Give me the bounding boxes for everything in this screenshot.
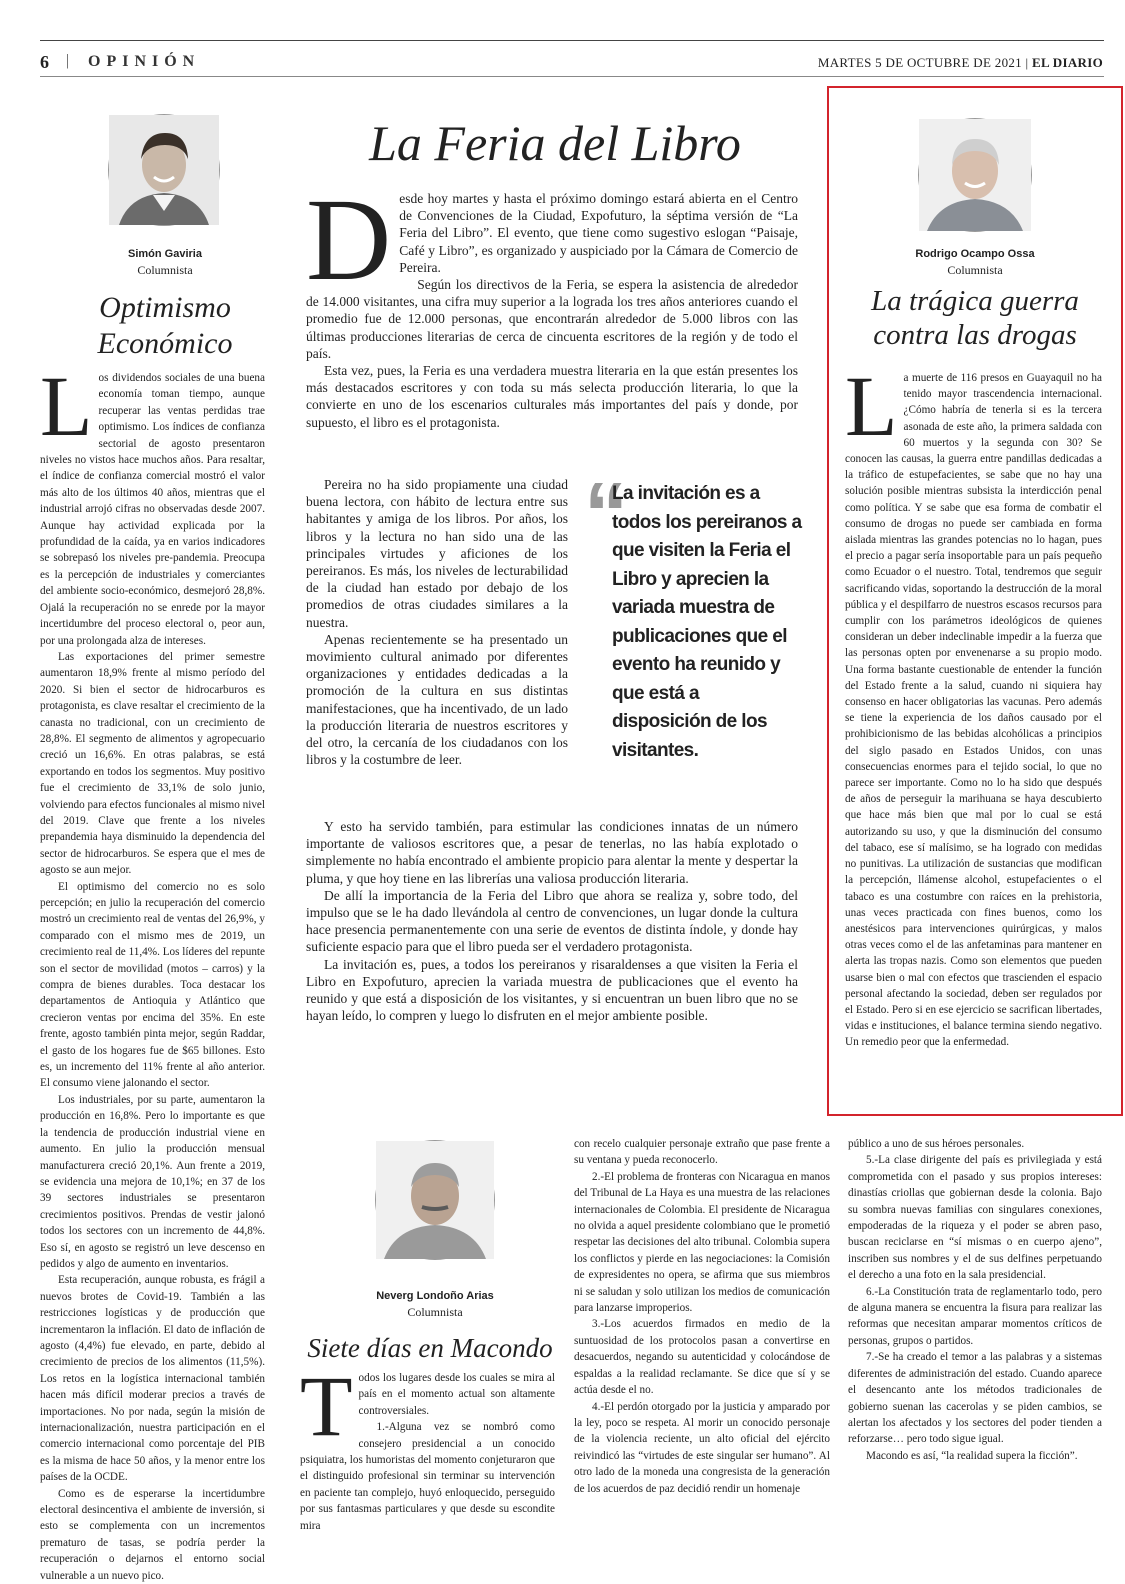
header-rule-bottom (40, 76, 1104, 77)
editorial-bottom (306, 818, 798, 1128)
author-role-left: Columnista (137, 263, 193, 277)
paragraph: Las exportaciones del primer semestre aumentaron 18,9% frente al mismo período del 2020. Si bien el sector de hidrocarburos es protagonista, es clave resaltar el crecimiento de la canasta no tradicional, con un crecimiento de 28,8%. El segmento de alimentos y agropecuario creció un 16,6%. En otras palabras, se está exportando en todos los segmentos. Muy positivo fue el crecimiento de 33,1% de solo junio, volviendo para efectos funcionales al mismo nivel del 2019. Clave que frente a los niveles prepandemia haya disminuido la dependencia del sector de hidrocarburos. Se espera que el mes de agosto se aun mejor. (40, 650, 265, 877)
header-date (818, 55, 1103, 71)
paragraph: Según los directivos de la Feria, se espera la asistencia de alrededor de 14.000 visitantes, una cifra muy superior a la lograda los tres años anteriores cuando el promedio fue de 12.000 personas, que encontrarán alrededor de 5.000 libros con las últimas producciones literarias de cerca de cincuenta escritores de la región y de todo el país. (306, 277, 798, 361)
paragraph: Esta vez, pues, la Feria es una verdadera muestra literaria en la que están presentes los más destacados escritores y con toda su más selecta producción literaria, lo que la convierte en uno de los escenarios culturales más importantes del país y donde, por supuesto, el libro es el protagonista. (306, 363, 798, 430)
paragraph: El optimismo del comercio no es solo percepción; en julio la recuperación del comercio mostró un crecimiento real de ventas del 26,9%, y comparado con el mismo mes de 2019, un crecimiento real de 11,4%. Los líderes del repunte son el sector de movilidad (motos – carros) y la compra de bienes durables. Toca destacar los departamentos de Antioquia y Atlántico que crecieron ventas por encima del 35%. En este frente, agosto también pinta mejor, según Raddar, el gasto de los hogares fue de $65 billones. Esto es, un incremento del 11% frente al año anterior. El consumo viene jalonando el sector. (40, 880, 265, 1090)
paragraph: público a uno de sus héroes personales. (848, 1138, 1025, 1150)
header-separator: | (66, 52, 70, 69)
paragraph: Pereira no ha sido propiamente una ciudad buena lectora, con hábito de lectura entre sus habitantes y amiga de los libros. Por años, los libros y la lectura no han sido una de las principales virtudes y aficiones de los pereiranos. Es más, los niveles de lecturabilidad de la ciudad han estado por debajo de los promedios de otras ciudades similares a la nuestra. (306, 477, 568, 630)
column-bottom-2 (574, 1136, 830, 1556)
paragraph: Macondo es así, “la realidad supera la ficción”. (866, 1449, 1078, 1462)
paragraph: a muerte de 116 presos en Guayaquil no ha tenido mayor trascendencia internacional. ¿Cómo habría de tenerla si es la tercera asonada de este año, la primera saldada con 60 muertos y la segunda con 30? Se conocen las causas, la guerra entre pandillas dedicadas a la tráfico de estupefacientes, se sabe que no hay una solución posible mientras subsista la interdicción penal como política. Y se sabe que esa forma de combatir el consumo de drogas no puede ser cambiada en forma aislada mientras las grandes potencias no lo hagan, pues el precio a pagar sería insoportable para un país pequeño como Ecuador o el nuestro. Total, tendremos que seguir sacrificando vidas, soportando la destrucción de la moral pública y el despilfarro de nuestros escasos recursos para cumplir con los parámetros ideológicos de quienes consideran un deber indeclinable impedir a la fuerza que las personas opten por envenenarse a su propio modo. Una forma bastante cuestionable de entender la función del Estado frente a la salud, cuando ni siquiera hay consenso en hacer obligatorias las vacunas. Pero además se tiene la experiencia de los daños causado por el prohibicionismo de las bebidas alcohólicas a principios del siglo pasado en Estados Unidos, con unas consecuencias enormes para el tejido social, lo que no parece ser importante. Como no lo ha sido que después de años de perseguir la marihuana se haya descubierto que hace más bien que mal por lo cual se está autorizando su uso, y que la disminución del consumo del tabaco, ese sí malísimo, se ha logrado con medidas no punitivas. La utilización de sustancias que modifican la percepción, llámense alcohol, estupefacientes o el tabaco es una costumbre con raíces en la prehistoria, unas veces practicada con fines buenos, como los anestésicos para intervenciones quirúrgicas, y malos otras veces como el de las anfetaminas para mantener en alerta las tropas nazis. Como son elementos que pueden usarse bien o mal con efectos que trascienden el espacio personal afectando la sociedad, deben ser regulados por el Estado. Pero si en ese ejercicio se sacrifican libertades, vidas e instituciones, el balance termina siendo negativo. Un remedio peor que la enfermedad. (845, 372, 1102, 1049)
editorial-title: La Feria del Libro (369, 115, 741, 171)
portrait-icon (376, 1141, 494, 1259)
editorial-narrow (306, 476, 568, 818)
headline-right-line1: La trágica guerra (871, 285, 1079, 317)
column-bottom-3 (848, 1136, 1102, 1556)
headline-left-line1: Optimismo (99, 291, 231, 324)
pull-quote-mark: “ (584, 464, 628, 563)
drop-cap-right: L (845, 358, 898, 454)
author-name-left: Simón Gaviria (128, 248, 202, 260)
section-name: OPINIÓN (88, 53, 201, 70)
drop-cap-bottom: T (300, 1358, 353, 1454)
column-left (40, 358, 265, 1582)
paragraph: 4.-El perdón otorgado por la justicia y amparado por la ley, poco se respeta. Al morir un conocido personaje de la violencia reciente, un alto oficial del ejército reivindicó las “virtudes de este singular ser humano”. Al otro lado de la moneda una congresista de la generación de los acuerdos de paz decidió rendir un homenaje (574, 1400, 830, 1495)
paragraph: 7.-Se ha creado el temor a las palabras y a sistemas diferentes de administración del estado. Cuando aparece el desencanto ante los métodos tradicionales de gobierno suenan las cacerolas y se piden cambios, se alertan los afectados y los sectores del poder tienden a reforzarse… pero todo sigue igual. (848, 1351, 1102, 1446)
paragraph: Apenas recientemente se ha presentado un movimiento cultural animado por diferentes organizaciones y entidades dedicadas a la promoción de la cultura en sus distintas manifestaciones, que ha incentivado, de un lado la producción literaria de nuestros escritores y del otro, la cercanía de los ciudadanos con los libros y la costumbre de leer. (306, 631, 568, 768)
author-role-bottom: Columnista (407, 1305, 463, 1319)
paragraph: odos los lugares desde los cuales se mira al país en el momento actual son altamente controversiales. (358, 1372, 555, 1417)
author-role-right: Columnista (947, 263, 1003, 277)
editorial-top (306, 174, 798, 474)
drop-cap-left: L (40, 358, 93, 454)
page-number: 6 (40, 52, 50, 72)
portrait-icon (919, 119, 1031, 231)
paragraph: Los industriales, por su parte, aumentaron la producción en 16,8%. Pero lo importante es que la tendencia de producción industrial viene en aumento. En julio la producción mensual manufacturera creció 20,1%. Aun frente a 2019, se evidencia una mejora de 10,1%; en 37 de los 39 sectores industriales se presentaron crecimientos positivos. Prendas de vestir jalonó todos los sectores con un incremento de 44,8%. Eso sí, en agosto se registró un leve descenso en pedidos y algo de aumento en inventarios. (40, 1093, 265, 1270)
portrait-icon (109, 115, 219, 225)
paragraph: Esta recuperación, aunque robusta, es frágil a nuevos brotes de Covid-19. También a las restricciones logísticas y de producción que incrementaron la inflación. El dato de inflación de agosto (4,4%) fue elevado, en parte, debido al crecimiento de precios de los alimentos (11,5%). Los retos en la logística internacional también hacen más difícil moderar precios a través de importaciones. No por nada, según la misión de internacionalización, nuestra participación en el comercio internacional como porcentaje del PIB es la misma de hace 50 años, y la menor entre los países de la OCDE. (40, 1274, 265, 1484)
headline-bottom: Siete días en Macondo (307, 1333, 553, 1363)
drop-cap-center: D (306, 174, 392, 305)
paragraph: Como es de esperarse la incertidumbre electoral desincentiva el ambiente de inversión, si esto se complementa con un incrementos prematuro de tasas, se podría perder la recuperación o dejarnos el entorno social vulnerable a un nuevo pico. (40, 1487, 265, 1582)
paragraph: con recelo cualquier personaje extraño que pase frente a su ventana y pueda reconocerlo. (574, 1138, 830, 1167)
author-photo-right (918, 118, 1032, 232)
headline-right (840, 284, 1110, 352)
author-photo-bottom (375, 1140, 495, 1260)
date-text: MARTES 5 DE OCTUBRE DE 2021 | (817, 55, 1029, 70)
paper-name: EL DIARIO (1032, 55, 1103, 70)
paragraph: 3.-Los acuerdos firmados en medio de la suntuosidad de los protocolos pasan a convertirse en desacuerdos, negando su autenticidad y colocándose de espaldas a la realidad reclamante. Se dice que sí y se actúa desde el no. (574, 1318, 830, 1397)
headline-left (40, 290, 290, 362)
paragraph: La invitación es, pues, a todos los pereiranos y risaraldenses a que visiten la Feria el Libro en Expofuturo, aprecien la variada muestra de publicaciones que el evento ha reunido y que está a disposición de los visitantes, y si encuentran un buen libro que no se hayan leído, lo compren y luego lo disfruten en el mejor ambiente posible. (306, 956, 798, 1024)
column-bottom-1 (300, 1358, 555, 1556)
author-name-bottom: Neverg Londoño Arias (376, 1290, 494, 1302)
paragraph: 5.-La clase dirigente del país es privilegiada y está comprometida con el pasado y sus propios intereses: dinastías criollas que gobiernan desde la colonia. Bajo su sombra nuevas familias con singulares conexiones, empoderadas de la riqueza y el poder se abren paso, buscan reciclarse en “sí mismas o en cuerpo ajeno”, inscriben sus nombres y el de sus delfines perpetuando el derecho a una foto en la sala presidencial. (848, 1154, 1102, 1282)
headline-left-line2: Económico (97, 327, 233, 360)
header-rule-top (40, 40, 1104, 41)
paragraph: 2.-El problema de fronteras con Nicaragua en manos del Tribunal de La Haya es una muestra de las relaciones internacionales de Colombia. El presidente de Nicaragua no olvida a aquel presidente colombiano que le prometió respetar las decisiones del alto tribunal. Colombia supera los conflictos y pierde en las negociaciones: la Comisión de expresidentes no opera, se afirma que sus miembros ni se saludan y solo utilizan los medios de comunicación para lanzarse improperios. (574, 1170, 830, 1315)
pull-quote: La invitación es a todos los pereiranos a que visiten la Feria el Libro y aprecien la variada muestra de publicaciones que el evento ha reunido y que está a disposición de los visitantes. (612, 483, 802, 761)
paragraph: Y esto ha servido también, para estimular las condiciones innatas de un número importante de valiosos escritores que, a pesar de tenerlas, no las había explotado o simplemente no había encontrado el ambiente propicio para alentar la mente y despertar la pluma, y que hoy tiene en las librerías una valiosa producción literaria. (306, 819, 798, 886)
paragraph: 6.-La Constitución trata de reglamentarlo todo, pero de alguna manera se encuentra la fisura para realizar las reformas que necesitan amparar momentos críticos de personas, grupos o partidos. (848, 1285, 1102, 1347)
column-right (845, 358, 1102, 1102)
author-photo-left (108, 114, 220, 226)
paragraph: os dividendos sociales de una buena economía toman tiempo, aunque recuperar las ventas perdidas trae optimismo. Los índices de confianza sectorial de agosto presentaron niveles no vistos hace muchos años. Para resaltar, el índice de confianza comercial mostró el valor más alto de los últimos 40 años, mientras que el industrial arrojó cifras no observadas desde 2007. Aunque hay actividad explicada por la profundidad de la caída, ya en varios indicadores se sobrepasó los niveles pre-pandemia. Preocupa es la percepción de industriales y comerciantes del ambiente socio-económico, desmejoró 28,8%. Ojalá la recuperación no se enrede por la mayor incertidumbre del proceso electoral o, peor aun, por una prolongada alza de intereses. (40, 372, 265, 647)
headline-right-line2: contra las drogas (873, 319, 1077, 351)
paragraph: 1.-Alguna vez se nombró como consejero presidencial a un conocido psiquiatra, los humoristas del momento conjeturaron que el distinguido profesional sin terminar su intervención en paciente tan complejo, huyó enloquecido, perseguido por sus fantasmas particulares y que desde su escondite mira (300, 1421, 555, 1532)
paragraph: esde hoy martes y hasta el próximo domingo estará abierta en el Centro de Convenciones de la Ciudad, Expofuturo, la séptima versión de “La Feria del Libro”. El evento, que tiene como sugestivo eslogan “Paisaje, Café y Libro”, es organizado y auspiciado por la Cámara de Comercio de Pereira. (399, 191, 798, 275)
paragraph: De allí la importancia de la Feria del Libro que ahora se realiza y, sobre todo, del impulso que se le ha dado llevándola al centro de convenciones, un lugar donde la cultura hace presencia permanentemente con una serie de eventos de distinta índole, y donde hay suficiente espacio para que el libro pueda ser el verdadero protagonista. (306, 887, 798, 955)
author-name-right: Rodrigo Ocampo Ossa (915, 248, 1035, 260)
